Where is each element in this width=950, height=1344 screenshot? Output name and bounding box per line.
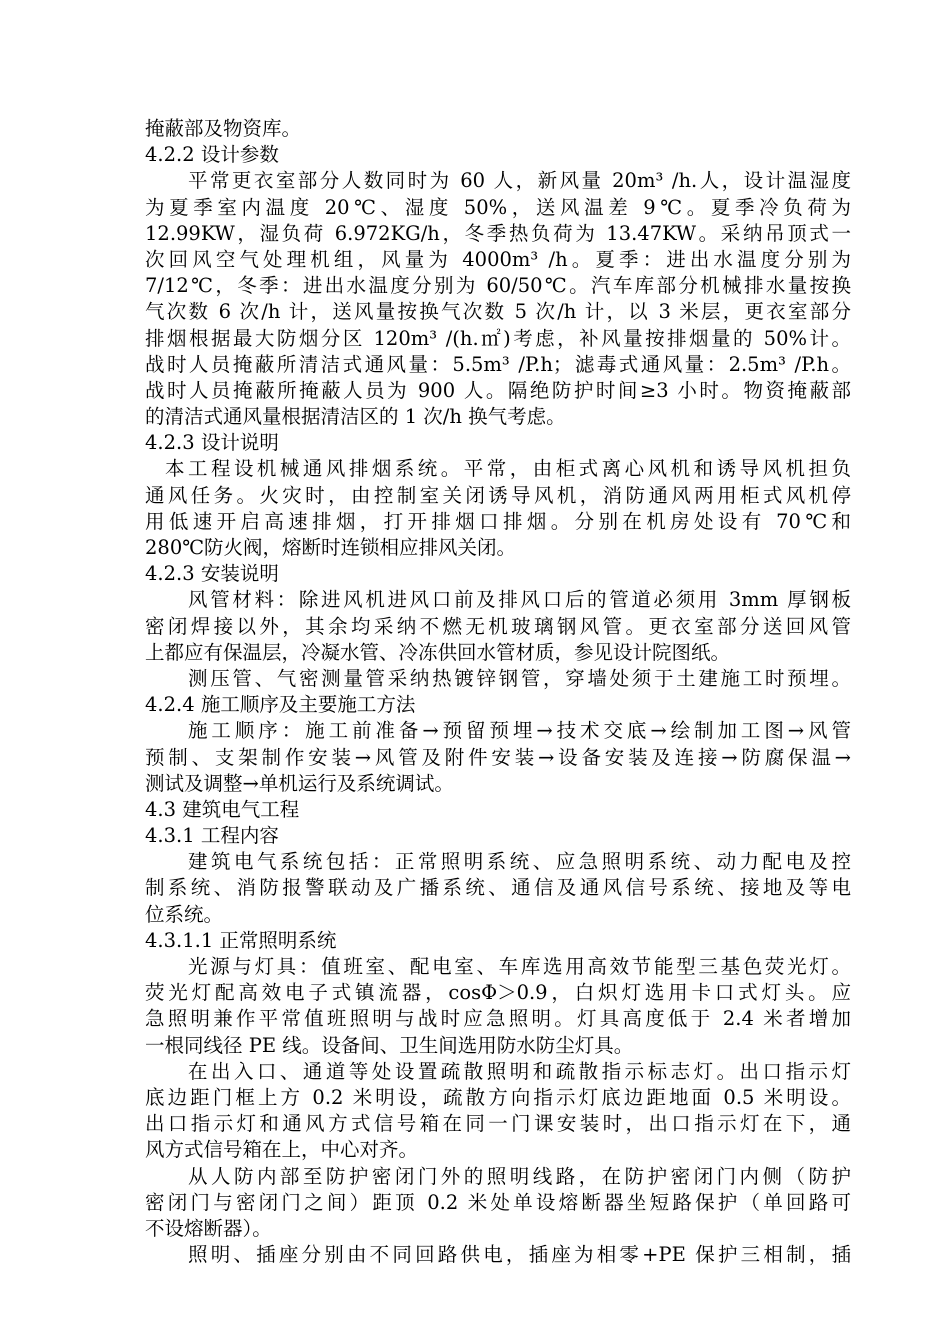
text-line: 12.99KW，湿负荷 6.972KG/h，冬季热负荷为 13.47KW。采纳吊顶式一 — [145, 221, 851, 245]
text-line: 上都应有保温层，冷凝水管、冷冻供回水管材质，参见设计院图纸。 — [145, 640, 731, 664]
text-line: 次回风空气处理机组，风量为 4000m³ /h。夏季：进出水温度分别为 — [145, 247, 851, 271]
text-line: 一根同线径 PE 线。设备间、卫生间选用防水防尘灯具。 — [145, 1033, 634, 1057]
text-line: 4.2.2 设计参数 — [145, 143, 279, 167]
text-line: 气次数 6 次/h 计，送风量按换气次数 5 次/h 计，以 3 米层，更衣室部分 — [145, 300, 851, 324]
text-line: 在出入口、通道等处设置疏散照明和疏散指示标志灯。出口指示灯 — [188, 1059, 851, 1083]
text-line: 急照明兼作平常值班照明与战时应急照明。灯具高度低于 2.4 米者增加 — [145, 1007, 851, 1031]
text-line: 4.3.1.1 正常照明系统 — [145, 928, 337, 952]
text-line: 出口指示灯和通风方式信号箱在同一门课安装时，出口指示灯在下，通 — [145, 1112, 851, 1136]
text-line: 底边距门框上方 0.2 米明设，疏散方向指示灯底边距地面 0.5 米明设。 — [145, 1085, 851, 1109]
text-line: 不设熔断器）。 — [145, 1216, 272, 1240]
text-line: 测压管、气密测量管采纳热镀锌钢管，穿墙处须于土建施工时预埋。 — [188, 666, 851, 690]
text-line: 4.3 建筑电气工程 — [145, 797, 300, 821]
text-line: 280℃防火阀，熔断时连锁相应排风关闭。 — [145, 536, 517, 559]
text-line: 预制、支架制作安装→风管及附件安装→设备安装及连接→防腐保温→ — [145, 745, 851, 769]
text-line: 荧光灯配高效电子式镇流器，cosΦ＞0.9，白炽灯选用卡口式灯头。应 — [145, 981, 851, 1005]
text-line: 战时人员掩蔽所清洁式通风量：5.5m³ /P.h；滤毒式通风量：2.5m³ /P.h。 — [145, 352, 851, 376]
text-line: 光源与灯具：值班室、配电室、车库选用高效节能型三基色荧光灯。 — [188, 955, 851, 978]
text-line: 用低速开启高速排烟，打开排烟口排烟。分别在机房处设有 70℃和 — [145, 509, 851, 533]
text-line: 通风任务。火灾时，由控制室关闭诱导风机，消防通风两用柜式风机停 — [145, 483, 851, 507]
text-line: 从人防内部至防护密闭门外的照明线路，在防护密闭门内侧（防护 — [188, 1164, 851, 1188]
document-body — [145, 116, 851, 1268]
text-line: 4.2.3 设计说明 — [145, 431, 279, 455]
text-line: 施工顺序：施工前准备→预留预埋→技术交底→绘制加工图→风管 — [188, 719, 851, 743]
text-line: 测试及调整→单机运行及系统调试。 — [145, 771, 454, 795]
text-line: 风管材料：除进风机进风口前及排风口后的管道必须用 3mm 厚钢板 — [188, 588, 851, 612]
text-line: 排烟根据最大防烟分区 120m³ /(h.㎡)考虑，补风量按排烟量的 50%计。 — [145, 326, 851, 350]
text-line: 本工程设机械通风排烟系统。平常，由柜式离心风机和诱导风机担负 — [165, 457, 851, 481]
text-line: 风方式信号箱在上，中心对齐。 — [145, 1138, 419, 1162]
text-line: 位系统。 — [145, 902, 224, 926]
text-line: 的清洁式通风量根据清洁区的 1 次/h 换气考虑。 — [145, 405, 566, 429]
text-line: 4.2.3 安装说明 — [145, 562, 279, 586]
text-line: 战时人员掩蔽所掩蔽人员为 900 人。隔绝防护时间≥3 小时。物资掩蔽部 — [145, 378, 851, 402]
text-line: 照明、插座分别由不同回路供电，插座为相零+PE 保护三相制，插 — [188, 1243, 851, 1267]
text-line: 掩蔽部及物资库。 — [145, 117, 302, 140]
text-line: 平常更衣室部分人数同时为 60 人，新风量 20m³ /h.人，设计温湿度 — [188, 169, 851, 193]
text-line: 密闭门与密闭门之间）距顶 0.2 米处单设熔断器坐短路保护（单回路可 — [145, 1190, 851, 1214]
text-line: 密闭焊接以外，其余均采纳不燃无机玻璃钢风管。更衣室部分送回风管 — [145, 614, 851, 638]
text-line: 7/12℃，冬季：进出水温度分别为 60/50℃。汽车库部分机械排水量按换 — [145, 274, 851, 298]
text-line: 为夏季室内温度 20℃、湿度 50%，送风温差 9℃。夏季冷负荷为 — [145, 195, 851, 219]
text-line: 制系统、消防报警联动及广播系统、通信及通风信号系统、接地及等电 — [145, 876, 851, 900]
text-line: 建筑电气系统包括：正常照明系统、应急照明系统、动力配电及控 — [188, 850, 851, 874]
text-line: 4.2.4 施工顺序及主要施工方法 — [145, 693, 416, 717]
text-line: 4.3.1 工程内容 — [145, 824, 279, 848]
